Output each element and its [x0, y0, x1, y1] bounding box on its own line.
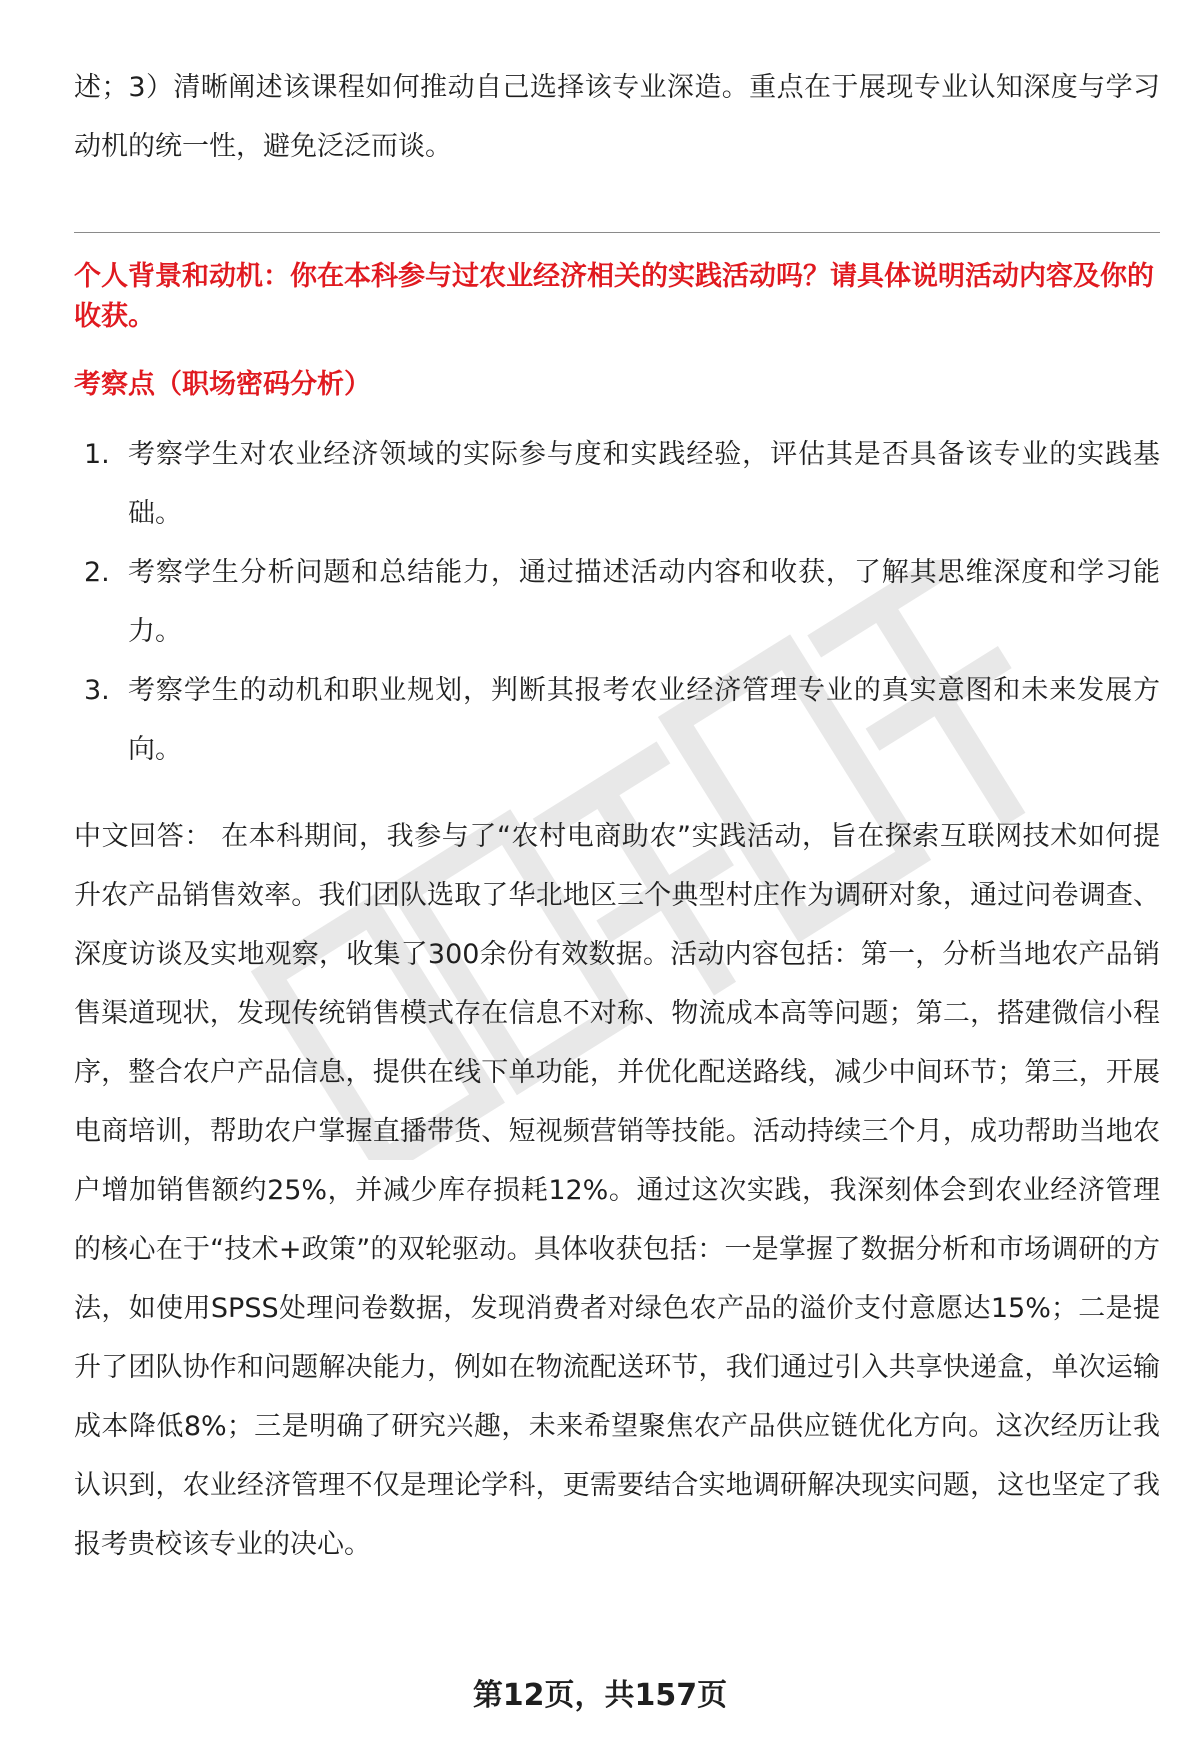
points-title: 考察点（职场密码分析）	[74, 369, 371, 400]
points-list	[74, 425, 1160, 779]
list-item	[74, 425, 1160, 543]
answer-paragraph: 中文回答： 在本科期间，我参与了“农村电商助农”实践活动，旨在探索互联网技术如何提升农产品销售效率。我们团队选取了华北地区三个典型村庄作为调研对象，通过问卷调查、深度访谈及实地观察，收集了300余份有效数据。活动内容包括：第一，分析当地农产品销售渠道现状，发现传统销售模式存在信息不对称、物流成本高等问题；第二，搭建微信小程序，整合农户产品信息，提供在线下单功能，并优化配送路线，减少中间环节；第三，开展电商培训，帮助农户掌握直播带货、短视频营销等技能。活动持续三个月，成功帮助当地农户增加销售额约25%，并减少库存损耗12%。通过这次实践，我深刻体会到农业经济管理的核心在于“技术+政策”的双轮驱动。具体收获包括：一是掌握了数据分析和市场调研的方法，如使用SPSS处理问卷数据，发现消费者对绿色农产品的溢价支付意愿达15%；二是提升了团队协作和问题解决能力，例如在物流配送环节，我们通过引入共享快递盒，单次运输成本降低8%；三是明确了研究兴趣，未来希望聚焦农产品供应链优化方向。这次经历让我认识到，农业经济管理不仅是理论学科，更需要结合实地调研解决现实问题，这也坚定了我报考贵校该专业的决心。	[74, 821, 1160, 1560]
list-item-text: 考察学生分析问题和总结能力，通过描述活动内容和收获，了解其思维深度和学习能力。	[128, 557, 1160, 647]
list-item	[74, 661, 1160, 779]
intro-paragraph: 述；3）清晰阐述该课程如何推动自己选择该专业深造。重点在于展现专业认知深度与学习动机的统一性，避免泛泛而谈。	[74, 72, 1160, 162]
list-item-number: 1.	[84, 439, 110, 470]
list-item-text: 考察学生对农业经济领域的实际参与度和实践经验，评估其是否具备该专业的实践基础。	[128, 439, 1160, 529]
list-item-number: 3.	[84, 675, 110, 706]
section-divider	[74, 232, 1160, 233]
list-item	[74, 543, 1160, 661]
question-title: 个人背景和动机：你在本科参与过农业经济相关的实践活动吗？请具体说明活动内容及你的收获。	[74, 261, 1154, 332]
list-item-number: 2.	[84, 557, 110, 588]
list-item-text: 考察学生的动机和职业规划，判断其报考农业经济管理专业的真实意图和未来发展方向。	[128, 675, 1160, 765]
page-number-footer: 第12页，共157页	[472, 1678, 728, 1713]
main-content	[74, 58, 1160, 1574]
